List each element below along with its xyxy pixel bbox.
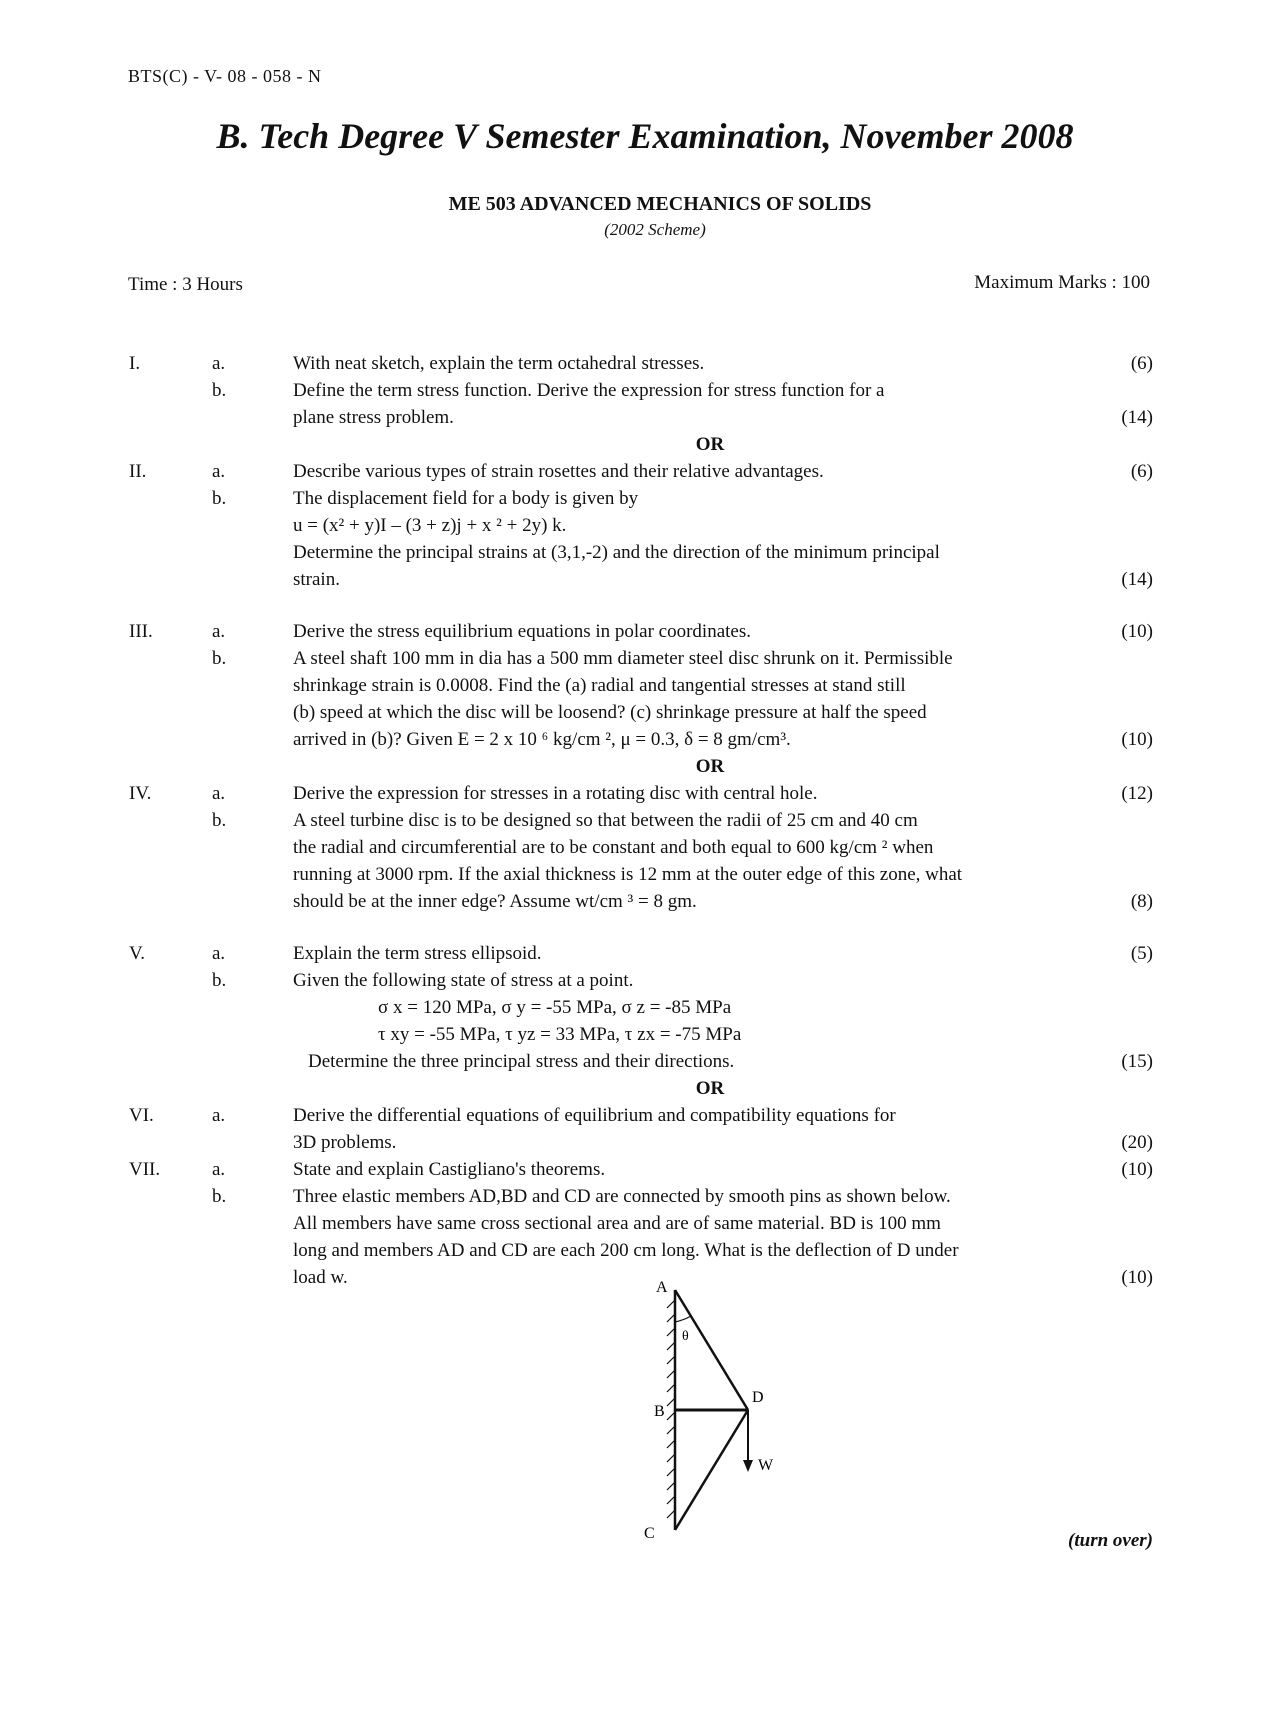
question-4b-cont [0, 861, 1280, 888]
question-2b-cont [0, 539, 1280, 566]
question-number: II. [129, 461, 147, 482]
question-2b [0, 485, 1280, 512]
question-text: running at 3000 rpm. If the axial thickness is 12 mm at the outer edge of this zone, what [293, 864, 963, 885]
question-text: load w. [293, 1267, 348, 1288]
marks-label: (14) [1121, 407, 1153, 428]
angle-arc [675, 1316, 691, 1322]
exam-title: B. Tech Degree V Semester Examination, November 2008 [216, 116, 1074, 156]
part-label: a. [212, 461, 226, 482]
question-2b-cont [0, 512, 1280, 539]
question-5b-cont [0, 1048, 1280, 1075]
question-4b-cont [0, 834, 1280, 861]
part-label: b. [212, 810, 227, 831]
question-text: arrived in (b)? Given E = 2 x 10 ⁶ kg/cm ², μ = 0.3, δ = 8 gm/cm³. [293, 729, 791, 750]
stress-normal-values: σ x = 120 MPa, σ y = -55 MPa, σ z = -85 MPa [378, 997, 732, 1018]
part-label: b. [212, 970, 227, 991]
part-label: a. [212, 621, 226, 642]
or-divider: OR [695, 756, 725, 777]
question-1a [0, 350, 1280, 377]
marks-label: (20) [1121, 1132, 1153, 1153]
marks-label: (8) [1130, 891, 1153, 912]
question-text: strain. [293, 569, 340, 590]
truss-figure [600, 1270, 800, 1540]
question-3b-cont [0, 699, 1280, 726]
question-text: All members have same cross sectional area and are of same material. BD is 100 mm [293, 1213, 941, 1234]
scheme-label: (2002 Scheme) [604, 220, 706, 239]
label-b: B [654, 1403, 665, 1420]
question-text: Explain the term stress ellipsoid. [293, 943, 542, 964]
question-6a-cont [0, 1129, 1280, 1156]
label-c: C [644, 1525, 655, 1540]
question-6a [0, 1102, 1280, 1129]
question-7a [0, 1156, 1280, 1183]
question-7b [0, 1183, 1280, 1210]
question-text: Define the term stress function. Derive the expression for stress function for a [293, 380, 885, 401]
or-divider: OR [695, 1078, 725, 1099]
question-7b-cont [0, 1237, 1280, 1264]
question-1b [0, 377, 1280, 404]
question-number: VII. [129, 1159, 161, 1180]
marks-label: (6) [1130, 461, 1153, 482]
question-3b-cont [0, 726, 1280, 753]
label-d: D [752, 1389, 764, 1406]
question-1b-cont [0, 404, 1280, 431]
question-number: VI. [129, 1105, 154, 1126]
question-text: plane stress problem. [293, 407, 454, 428]
marks-label: (10) [1121, 621, 1153, 642]
marks-label: (12) [1121, 783, 1153, 804]
marks-label: (10) [1121, 1159, 1153, 1180]
subject-title: ME 503 ADVANCED MECHANICS OF SOLIDS [448, 193, 872, 215]
question-text: Three elastic members AD,BD and CD are connected by smooth pins as shown below. [293, 1186, 951, 1207]
question-4b-cont [0, 888, 1280, 915]
question-text: With neat sketch, explain the term octahedral stresses. [293, 353, 705, 374]
load-arrow-icon [743, 1460, 753, 1472]
question-text: State and explain Castigliano's theorems. [293, 1159, 606, 1180]
part-label: a. [212, 1105, 226, 1126]
question-text: 3D problems. [293, 1132, 397, 1153]
question-text: The displacement field for a body is given by [293, 488, 639, 509]
turn-over-note: (turn over) [1068, 1530, 1153, 1551]
question-text: (b) speed at which the disc will be loosend? (c) shrinkage pressure at half the speed [293, 702, 927, 723]
question-2a [0, 458, 1280, 485]
label-theta: θ [682, 1329, 689, 1344]
part-label: a. [212, 353, 226, 374]
part-label: b. [212, 1186, 227, 1207]
marks-label: (10) [1121, 1267, 1153, 1288]
question-text: Describe various types of strain rosettes and their relative advantages. [293, 461, 824, 482]
question-4a [0, 780, 1280, 807]
question-text: should be at the inner edge? Assume wt/cm ³ = 8 gm. [293, 891, 697, 912]
question-text: A steel shaft 100 mm in dia has a 500 mm diameter steel disc shrunk on it. Permissible [293, 648, 953, 669]
question-text: Derive the differential equations of equilibrium and compatibility equations for [293, 1105, 896, 1126]
paper-code: BTS(C) - V- 08 - 058 - N [128, 66, 322, 86]
part-label: a. [212, 943, 226, 964]
time-allowed: Time : 3 Hours [128, 274, 243, 295]
question-list [0, 350, 1280, 1291]
question-2b-cont [0, 566, 1280, 593]
question-text: Given the following state of stress at a point. [293, 970, 634, 991]
marks-label: (5) [1130, 943, 1153, 964]
question-3b [0, 645, 1280, 672]
displacement-equation: u = (x² + y)I – (3 + z)j + x ² + 2y) k. [293, 515, 567, 536]
question-5a [0, 940, 1280, 967]
question-5b-cont [0, 1021, 1280, 1048]
question-text: Determine the three principal stress and their directions. [308, 1051, 735, 1072]
marks-label: (6) [1130, 353, 1153, 374]
member-cd [675, 1410, 748, 1530]
part-label: b. [212, 648, 227, 669]
question-3a [0, 618, 1280, 645]
question-text: Derive the stress equilibrium equations in polar coordinates. [293, 621, 751, 642]
question-7b-cont [0, 1210, 1280, 1237]
question-number: I. [129, 353, 141, 374]
question-text: A steel turbine disc is to be designed so that between the radii of 25 cm and 40 cm [293, 810, 918, 831]
label-w: W [758, 1457, 774, 1474]
marks-label: (14) [1121, 569, 1153, 590]
or-divider: OR [695, 434, 725, 455]
question-number: III. [129, 621, 153, 642]
question-number: IV. [129, 783, 152, 804]
marks-label: (15) [1121, 1051, 1153, 1072]
part-label: a. [212, 783, 226, 804]
question-number: V. [129, 943, 146, 964]
question-3b-cont [0, 672, 1280, 699]
question-text: Derive the expression for stresses in a rotating disc with central hole. [293, 783, 818, 804]
question-text: shrinkage strain is 0.0008. Find the (a) radial and tangential stresses at stand still [293, 675, 906, 696]
question-4b [0, 807, 1280, 834]
label-a: A [656, 1279, 668, 1296]
question-5b [0, 967, 1280, 994]
part-label: a. [212, 1159, 226, 1180]
part-label: b. [212, 380, 227, 401]
question-text: long and members AD and CD are each 200 cm long. What is the deflection of D under [293, 1240, 959, 1261]
question-text: Determine the principal strains at (3,1,-2) and the direction of the minimum principal [293, 542, 940, 563]
member-ad [675, 1290, 748, 1410]
stress-shear-values: τ xy = -55 MPa, τ yz = 33 MPa, τ zx = -75 MPa [378, 1024, 742, 1045]
question-text: the radial and circumferential are to be constant and both equal to 600 kg/cm ² when [293, 837, 934, 858]
marks-label: (10) [1121, 729, 1153, 750]
question-5b-cont [0, 994, 1280, 1021]
part-label: b. [212, 488, 227, 509]
maximum-marks: Maximum Marks : 100 [974, 272, 1150, 293]
